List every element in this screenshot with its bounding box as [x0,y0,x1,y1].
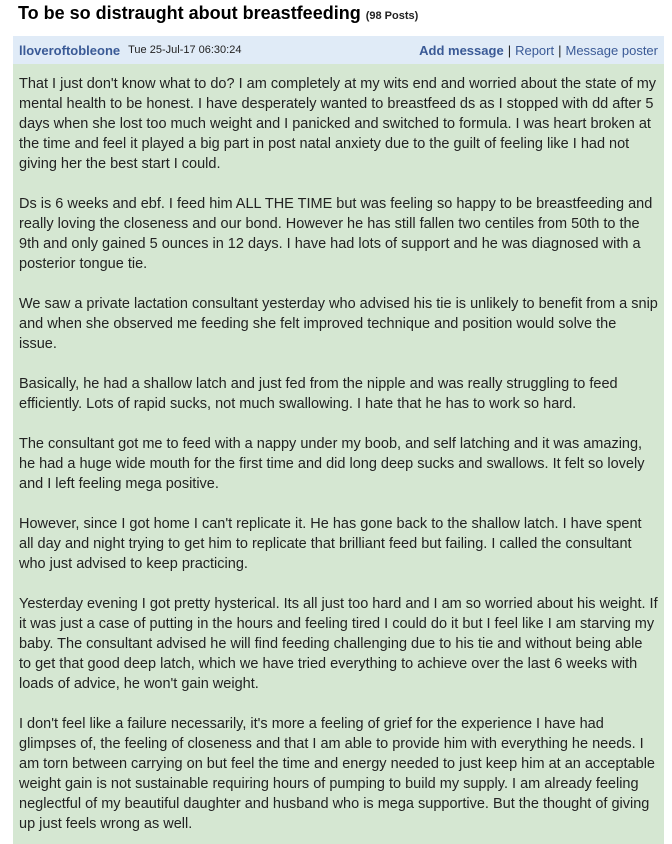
thread-header [18,3,418,29]
action-separator: | [558,42,562,58]
post-paragraph: I don't feel like a failure necessarily, it's more a feeling of grief for the experience I have had glimpses of, the feeling of closeness and that I am able to provide him with everything he needs. I am torn between carrying on but feel the time and energy needed to just keep him at an acceptable weight gain is not sustainable requiring hours of pumping to build my supply. I am already feeling neglectful of my beautiful daughter and husband who is mega supportive. But the thought of giving up just feels wrong as well. [19,716,655,832]
post-timestamp: Tue 25-Jul-17 06:30:24 [128,44,242,56]
post-paragraph: However, since I got home I can't replicate it. He has gone back to the shallow latch. I have spent all day and night trying to get him to replicate that brilliant feed but failing. I called the consultant who just advised to keep practicing. [19,516,642,572]
post-paragraph: Ds is 6 weeks and ebf. I feed him ALL THE TIME but was feeling so happy to be breastfeeding and really loving the closeness and our bond. However he has still fallen two centiles from 50th to the 9th and only gained 5 ounces in 12 days. I have had lots of support and he was diagnosed with a posterior tongue tie. [19,196,653,272]
post-body [13,64,664,834]
post-meta-bar [13,36,664,64]
post-paragraph: Basically, he had a shallow latch and just fed from the nipple and was really struggling to feed efficiently. Lots of rapid sucks, not much swallowing. I hate that he has to work so hard. [19,376,618,412]
username-link[interactable]: lloveroftobleone [19,42,121,58]
post-actions [419,43,658,58]
post-paragraph: That I just don't know what to do? I am completely at my wits end and worried about the state of my mental health to be honest. I have desperately wanted to breastfeed ds as I stopped with dd after 5 days when she lost too much weight and I panicked and switched to formula. I was heart broken at the time and feel it played a big part in post natal anxiety due to the guilt of feeling like I had not giving her the best start I could. [19,76,657,172]
action-separator: | [507,42,512,58]
post-paragraph: Yesterday evening I got pretty hysterical. Its all just too hard and I am so worried about his weight. If it was just a case of putting in the hours and feeling tired I could do it but I feel like I am starving my baby. The consultant advised he will find feeding challenging due to his tie and without being able to get that good deep latch, which we have tried everything to achieve over the last 6 weeks with loads of advice, he won't gain weight. [19,596,658,692]
post-paragraph: The consultant got me to feed with a nappy under my boob, and self latching and it was amazing, he had a huge wide mouth for the first time and did long deep sucks and swallows. It felt so lovely and I left feeling mega positive. [19,436,645,492]
report-link[interactable]: Report [515,42,555,58]
thread-title: To be so distraught about breastfeeding [18,3,361,23]
post-paragraph: We saw a private lactation consultant yesterday who advised his tie is unlikely to benefit from a snip and when she observed me feeding she felt improved technique and position would solve the issue. [19,296,658,352]
add-message-link[interactable]: Add message [419,42,504,58]
post-count: (98 Posts) [365,10,419,22]
message-poster-link[interactable]: Message poster [565,42,658,58]
post [13,36,664,844]
